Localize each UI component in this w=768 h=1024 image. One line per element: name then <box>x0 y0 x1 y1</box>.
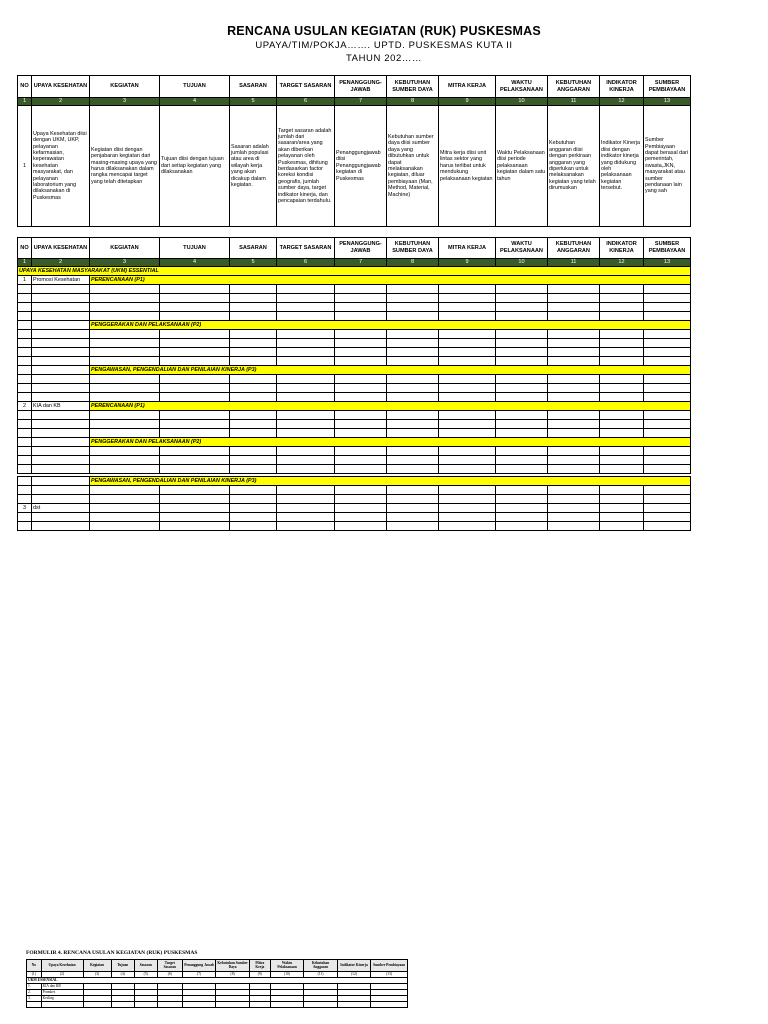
mini-row-name: KIA dan KB <box>41 983 83 989</box>
table-row <box>18 411 691 420</box>
desc-sasaran: Sasaran adalah jumlah populasi atau area di wilayah kerja yang akan dicakup dalam kegiatan. <box>230 106 277 227</box>
mini-form <box>26 950 408 1008</box>
header-row <box>18 76 691 98</box>
mini-row-name: Promkes <box>41 989 83 995</box>
table-row <box>18 330 691 339</box>
mini-col-header: No <box>27 960 42 972</box>
col-number: 9 <box>439 98 496 106</box>
col-number: 6 <box>277 259 335 267</box>
mini-row-no: 1. <box>27 983 42 989</box>
col-header: KEBUTUHAN ANGGARAN <box>548 238 600 259</box>
table-row <box>18 513 691 522</box>
mini-col-header: Kebutuhan Sumber Daya <box>217 961 248 970</box>
table-row <box>18 429 691 438</box>
col-header: PENANGGUNG-JAWAB <box>335 238 387 259</box>
mini-col-number: (13) <box>371 971 408 977</box>
col-header: UPAYA KESEHATAN <box>32 238 90 259</box>
phase-p3: PENGAWASAN, PENGENDALIAN DAN PENILAIAN KINERJA (P3) <box>90 477 691 486</box>
table-row <box>18 402 691 411</box>
col-header: UPAYA KESEHATAN <box>32 76 90 98</box>
col-number: 10 <box>496 259 548 267</box>
col-number: 8 <box>387 259 439 267</box>
col-number: 4 <box>160 259 230 267</box>
table-row <box>18 321 691 330</box>
table-row <box>18 477 691 486</box>
table-row <box>18 465 691 474</box>
item-no: 3 <box>18 504 32 513</box>
col-header: INDIKATOR KINERJA <box>600 76 644 98</box>
table-row <box>18 504 691 513</box>
table-row <box>18 495 691 504</box>
table-row <box>18 420 691 429</box>
section-row <box>18 267 691 276</box>
table-row <box>18 357 691 366</box>
table-row <box>18 456 691 465</box>
table-row <box>18 366 691 375</box>
mini-col-number: (9) <box>249 971 270 977</box>
col-header: SUMBER PEMBIAYAAN <box>644 76 691 98</box>
mini-col-number: (8) <box>216 971 249 977</box>
mini-row-no: 3. <box>27 995 42 1001</box>
mini-col-header: Penanggung Jawab <box>182 960 215 972</box>
desc-upaya: Upaya Kesehatan diisi dengan UKM, UKP, pelayanan kefarmasian, keperawatan kesehatan masyarakat, dan pelayanan laboratorium yang dilaksanakan di Puskesmas <box>32 106 90 227</box>
col-header: NO <box>18 238 32 259</box>
desc-anggaran: Kebutuhan anggaran diisi dengan perkiraan anggaran yang diperlukan untuk melaksanakan kegiatan yang telah dirumuskan <box>548 106 600 227</box>
mini-group-label: UKM ESSENSIAL <box>27 977 408 983</box>
mini-row-name: Kesling <box>41 995 83 1001</box>
mini-col-header: Sasaran <box>134 960 157 972</box>
description-table <box>17 75 691 227</box>
col-number: 9 <box>439 259 496 267</box>
mini-col-number: (6) <box>157 971 182 977</box>
page-subtitle: UPAYA/TIM/POKJA……. UPTD. PUSKESMAS KUTA II <box>255 40 513 51</box>
mini-col-number: (4) <box>111 971 134 977</box>
mini-form-table <box>26 959 408 1008</box>
mini-col-header: Tujuan <box>111 960 134 972</box>
table-row <box>18 312 691 321</box>
col-header: WAKTU PELAKSANAAN <box>496 238 548 259</box>
col-header: SUMBER PEMBIAYAAN <box>644 238 691 259</box>
item-name: dst <box>32 504 90 513</box>
mini-col-header: Kegiatan <box>83 960 111 972</box>
table-row <box>18 276 691 285</box>
mini-col-header: Upaya Kesehatan <box>41 960 83 972</box>
mini-row-no: 2. <box>27 989 42 995</box>
col-number: 2 <box>32 98 90 106</box>
col-header: TARGET SASARAN <box>277 76 335 98</box>
table-row <box>18 303 691 312</box>
table-row <box>18 438 691 447</box>
mini-col-header: Waktu Pelaksanaan <box>270 960 303 972</box>
phase-p1: PERENCANAAN (P1) <box>90 276 691 285</box>
page-title: RENCANA USULAN KEGIATAN (RUK) PUSKESMAS <box>227 24 541 38</box>
col-number: 5 <box>230 259 277 267</box>
desc-no: 1 <box>18 106 32 227</box>
table-row <box>18 375 691 384</box>
item-no: 2 <box>18 402 32 411</box>
desc-kegiatan: Kegiatan diisi dengan penjabaran kegiatan dari masing-masing upaya yang harus dilaksanakan dalam rangka mencapai target yang telah ditetapkan <box>90 106 160 227</box>
col-header: KEBUTUHAN ANGGARAN <box>548 76 600 98</box>
table-row <box>18 522 691 531</box>
col-header: KEBUTUHAN SUMBER DAYA <box>387 238 439 259</box>
phase-p3: PENGAWASAN, PENGENDALIAN DAN PENILAIAN KINERJA (P3) <box>90 366 691 375</box>
table-row <box>18 384 691 393</box>
col-header: SASARAN <box>230 76 277 98</box>
mini-col-header: Kebutuhan Anggaran <box>304 960 337 972</box>
col-number: 10 <box>496 98 548 106</box>
mini-row <box>27 1001 408 1007</box>
mini-col-number: (1) <box>27 971 42 977</box>
desc-mitra: Mitra kerja diisi unit lintas sektor yang harus terlibat untuk mendukung pelaksanaan kegiatan <box>439 106 496 227</box>
col-header: WAKTU PELAKSANAAN <box>496 76 548 98</box>
col-header: NO <box>18 76 32 98</box>
desc-sumberdaya: Kebutuhan sumber daya diisi sumber daya yang dibutuhkan untuk dapat melaksanakan kegiatan, diluar pembiayaan (Man, Method, Material, Machine) <box>387 106 439 227</box>
desc-indikator: Indikator Kinerja diisi dengan indikator kinerja yang didukung oleh pelaksanaan kegiatan tersebut. <box>600 106 644 227</box>
col-number: 11 <box>548 98 600 106</box>
mini-col-number: (12) <box>337 971 370 977</box>
phase-p2: PENGGERAKAN DAN PELAKSANAAN (P2) <box>90 321 691 330</box>
planning-table-continued <box>17 476 691 531</box>
col-header: KEGIATAN <box>90 238 160 259</box>
col-header: MITRA KERJA <box>439 76 496 98</box>
mini-col-number: (2) <box>41 971 83 977</box>
col-header: KEBUTUHAN SUMBER DAYA <box>387 76 439 98</box>
desc-tujuan: Tujuan diisi dengan tujuan dari setiap kegiatan yang dilaksanakan <box>160 106 230 227</box>
mini-col-number: (11) <box>304 971 337 977</box>
col-number: 8 <box>387 98 439 106</box>
page-year: TAHUN 202…… <box>345 53 423 64</box>
col-number: 3 <box>90 98 160 106</box>
col-number: 13 <box>644 259 691 267</box>
col-number: 1 <box>18 98 32 106</box>
col-header: KEGIATAN <box>90 76 160 98</box>
table-row <box>18 348 691 357</box>
mini-col-number: (10) <box>270 971 303 977</box>
col-number: 5 <box>230 98 277 106</box>
mini-col-header: Indikator Kinerja <box>337 960 370 972</box>
col-header: SASARAN <box>230 238 277 259</box>
description-row <box>18 106 691 227</box>
mini-col-header: Mitra Kerja <box>249 960 270 972</box>
mini-col-number: (7) <box>182 971 215 977</box>
col-number: 12 <box>600 259 644 267</box>
col-header: TUJUAN <box>160 238 230 259</box>
mini-header-row <box>27 960 408 972</box>
col-number: 12 <box>600 98 644 106</box>
table-row <box>18 339 691 348</box>
mini-form-title: FORMULIR 4. RENCANA USULAN KEGIATAN (RUK) PUSKESMAS <box>26 950 198 956</box>
number-row <box>18 259 691 267</box>
col-number: 13 <box>644 98 691 106</box>
desc-waktu: Waktu Pelaksanaan diisi periode pelaksanaan kegiatan dalam satu tahun <box>496 106 548 227</box>
phase-p2: PENGGERAKAN DAN PELAKSANAAN (P2) <box>90 438 691 447</box>
table-row <box>18 285 691 294</box>
table-row <box>18 447 691 456</box>
desc-pembiayaan: Sumber Pembiayaan dapat berasal dari pemerintah, swasta,JKN, masyarakat atau sumber pendanaan lain yang sah <box>644 106 691 227</box>
col-header: PENANGGUNG-JAWAB <box>335 76 387 98</box>
mini-col-header: Sumber Pembiayaan <box>371 960 408 972</box>
mini-col-number: (5) <box>134 971 157 977</box>
mini-col-header: Target Sasaran <box>157 960 182 972</box>
col-header: MITRA KERJA <box>439 238 496 259</box>
section-essential: UPAYA KESEHATAN MASYARAKAT (UKM) ESSENTIAL <box>18 267 691 276</box>
col-header: TARGET SASARAN <box>277 238 335 259</box>
header-row <box>18 238 691 259</box>
phase-p1: PERENCANAAN (P1) <box>90 402 691 411</box>
item-name: Promosi Kesehatan <box>32 276 90 285</box>
col-header: INDIKATOR KINERJA <box>600 238 644 259</box>
table-row <box>18 486 691 495</box>
number-row <box>18 98 691 106</box>
col-number: 6 <box>277 98 335 106</box>
table-row <box>18 393 691 402</box>
col-header: TUJUAN <box>160 76 230 98</box>
col-number: 3 <box>90 259 160 267</box>
item-name: KIA dan KB <box>32 402 90 411</box>
col-number: 2 <box>32 259 90 267</box>
col-number: 7 <box>335 98 387 106</box>
col-number: 1 <box>18 259 32 267</box>
planning-table <box>17 237 691 474</box>
col-number: 7 <box>335 259 387 267</box>
desc-pj: Penanggungjawab diisi Penanggungjawab kegiatan di Puskesmas <box>335 106 387 227</box>
item-no: 1 <box>18 276 32 285</box>
table-row <box>18 294 691 303</box>
desc-target: Target sasaran adalah jumlah dari sasaran/area yang akan diberikan pelayanan oleh Puskesmas, dihitung berdasarkan factor koreksi kondisi geografis, jumlah sumber daya, target indikator kinerja, dan pencapaian terdahulu. <box>277 106 335 227</box>
col-number: 11 <box>548 259 600 267</box>
col-number: 4 <box>160 98 230 106</box>
mini-col-number: (3) <box>83 971 111 977</box>
